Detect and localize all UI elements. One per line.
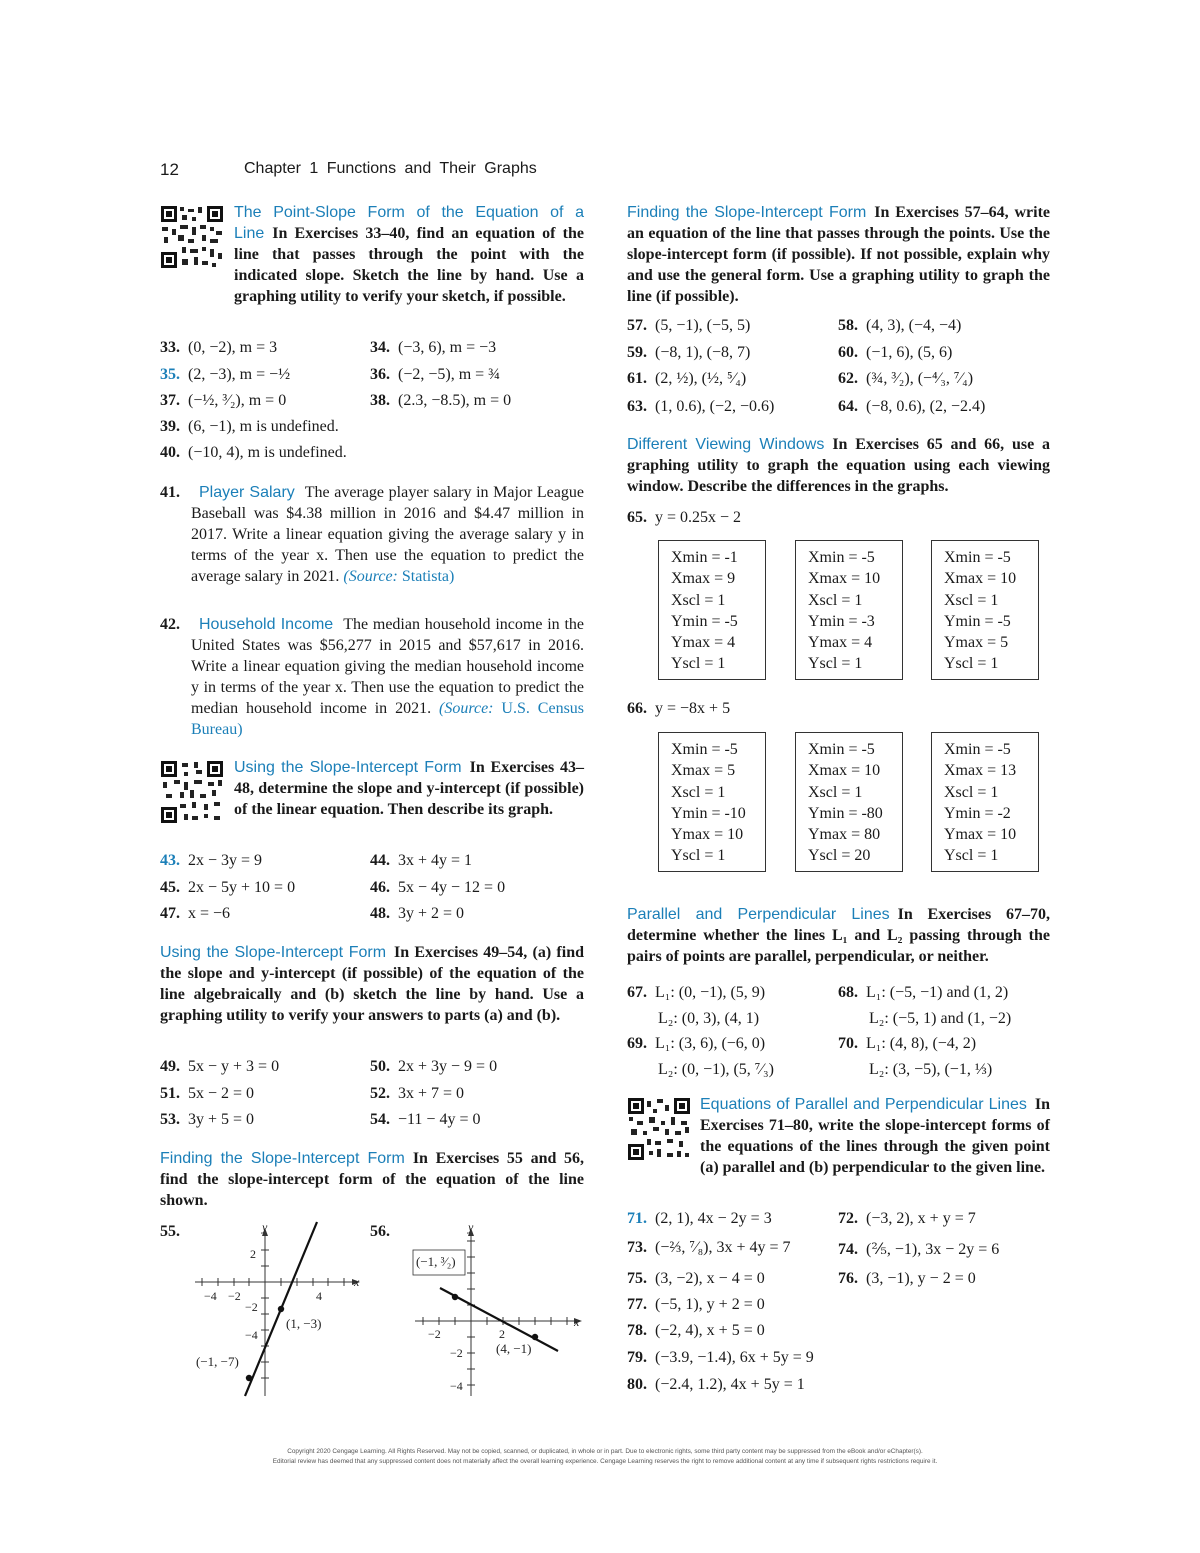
point-marker [532, 1334, 538, 1340]
section-title: Different Viewing Windows [627, 436, 825, 453]
exercise-80: 80. (−2.4, 1.2), 4x + 5y = 1 [627, 1376, 805, 1393]
tick-label: 4 [316, 1289, 322, 1303]
exercise-73: 73. (−⅔, ⁷⁄₈), 3x + 4y = 7 [627, 1239, 791, 1256]
section-title: Equations of Parallel and Perpendicular Lines [700, 1096, 1027, 1113]
section-instructions: In Exercises 65 and 66, use a graphing utility to graph the equation using each viewing window. Describe the differences in the graphs. [627, 436, 1050, 495]
tick-label: −4 [245, 1328, 258, 1342]
exercise-76: 76. (3, −1), y − 2 = 0 [838, 1270, 976, 1287]
axis-label-x: x [574, 1315, 580, 1329]
exercise-40: 40. (−10, 4), m is undefined. [160, 444, 347, 461]
exercise-69: 69. L₁: (3, 6), (−6, 0) L₂: (0, −1), (5, ⁷⁄₃) [627, 1035, 774, 1078]
qr-code-icon[interactable] [160, 205, 224, 269]
axis-label-x: x [354, 1275, 360, 1289]
section-instructions: In Exercises 71–80, write the slope-intercept forms of the equations of the lines through the given point (a) parallel and (b) perpendicular to the given line. [700, 1096, 1050, 1176]
exercise-78: 78. (−2, 4), x + 5 = 0 [627, 1322, 765, 1339]
exercise-50: 50. 2x + 3y − 9 = 0 [370, 1058, 498, 1075]
section-title: Finding the Slope-Intercept Form [160, 1150, 405, 1167]
section-instructions: In Exercises 43–48, determine the slope and y-intercept (if possible) of the linear equation. Then describe its graph. [234, 759, 584, 818]
point-label: (1, −3) [286, 1316, 322, 1331]
section-instructions: In Exercises 55 and 56, find the slope-intercept form of the equation of the line shown. [160, 1150, 585, 1209]
viewing-window: Xmin = -1 Xmax = 9 Xscl = 1 Ymin = -5 Ymax = 4 Yscl = 1 [658, 540, 766, 680]
section-instructions: In Exercises 49–54, (a) find the slope and y-intercept (if possible) of the equation of the line algebraically and (b) sketch the line by hand. Use a graphing utility to verify your answers to parts (a) and (b). [160, 944, 584, 1024]
exercise-62: 62. (¾, ³⁄₂), (−⁴⁄₃, ⁷⁄₄) [838, 370, 974, 387]
section-title: Finding the Slope-Intercept Form [627, 204, 867, 221]
exercise-54: 54. −11 − 4y = 0 [370, 1111, 481, 1128]
point-marker [452, 1294, 458, 1300]
point-marker [246, 1375, 252, 1381]
page-number: 12 [160, 160, 179, 179]
exercise-37: 37. (−½, ³⁄₂), m = 0 [160, 392, 287, 409]
exercise-61: 61. (2, ½), (½, ⁵⁄₄) [627, 370, 747, 387]
section-slope-intercept-49 [160, 942, 584, 1026]
exercise-55-number: 55. [160, 1223, 180, 1240]
tick-label: −2 [428, 1327, 441, 1341]
exercise-72: 72. (−3, 2), x + y = 7 [838, 1210, 976, 1227]
section-finding-55 [160, 1148, 584, 1211]
tick-label: −2 [245, 1300, 258, 1314]
exercise-35: 35. (2, −3), m = −½ [160, 366, 291, 383]
section-slope-intercept-43 [234, 757, 584, 820]
exercise-70: 70. L₁: (4, 8), (−4, 2) L₂: (3, −5), (−1, ⅓) [838, 1035, 993, 1078]
exercise-51: 51. 5x − 2 = 0 [160, 1085, 255, 1102]
tick-label: −2 [450, 1346, 463, 1360]
viewing-window: Xmin = -5 Xmax = 10 Xscl = 1 Ymin = -80 Ymax = 80 Yscl = 20 [795, 732, 903, 872]
viewing-window: Xmin = -5 Xmax = 10 Xscl = 1 Ymin = -3 Ymax = 4 Yscl = 1 [795, 540, 903, 680]
exercise-49: 49. 5x − y + 3 = 0 [160, 1058, 280, 1075]
tick-label: −4 [450, 1379, 463, 1393]
section-parallel-perpendicular [627, 904, 1050, 967]
point-label: (−1, ³⁄₂) [416, 1254, 456, 1269]
exercise-74: 74. (⅖, −1), 3x − 2y = 6 [838, 1241, 1000, 1258]
exercise-title: Household Income [199, 616, 334, 633]
exercise-45: 45. 2x − 5y + 10 = 0 [160, 879, 296, 896]
exercise-59: 59. (−8, 1), (−8, 7) [627, 344, 751, 361]
section-instructions: In Exercises 57–64, write an equation of the line that passes through the points. Use the slope-intercept form (if possible). If not possible, explain why and use the general form. Use a graphing utility to graph the line (if possible). [627, 204, 1051, 305]
viewing-window: Xmin = -5 Xmax = 10 Xscl = 1 Ymin = -5 Ymax = 5 Yscl = 1 [931, 540, 1039, 680]
exercise-53: 53. 3y + 5 = 0 [160, 1111, 255, 1128]
exercise-63: 63. (1, 0.6), (−2, −0.6) [627, 398, 775, 415]
viewing-window: Xmin = -5 Xmax = 13 Xscl = 1 Ymin = -2 Ymax = 10 Yscl = 1 [931, 732, 1039, 872]
exercise-46: 46. 5x − 4y − 12 = 0 [370, 879, 506, 896]
section-title: Parallel and Perpendicular Lines [627, 906, 890, 923]
exercise-38: 38. (2.3, −8.5), m = 0 [370, 392, 512, 409]
exercise-42: 42. Household Income The median household income in the United States was $56,277 in 2015 and $57,617 in 2016. Write a linear equation giving the median household income y in terms of the year x. Then use the equation to predict the median household income in 2021. (Source: U.S. Census Bureau) [160, 616, 585, 738]
exercise-67: 67. L₁: (0, −1), (5, 9) L₂: (0, 3), (4, 1) [627, 984, 766, 1027]
point-label: (4, −1) [496, 1341, 532, 1356]
exercise-60: 60. (−1, 6), (5, 6) [838, 344, 953, 361]
exercise-34: 34. (−3, 6), m = −3 [370, 339, 497, 356]
exercise-65: 65. y = 0.25x − 2 [627, 509, 742, 526]
exercise-39: 39. (6, −1), m is undefined. [160, 418, 339, 435]
section-title: Using the Slope-Intercept Form [160, 944, 387, 961]
exercise-75: 75. (3, −2), x − 4 = 0 [627, 1270, 765, 1287]
exercise-52: 52. 3x + 7 = 0 [370, 1085, 465, 1102]
exercise-33: 33. (0, −2), m = 3 [160, 339, 278, 356]
exercise-66: 66. y = −8x + 5 [627, 700, 731, 717]
tick-label: −4 [204, 1289, 217, 1303]
tick-label: 2 [499, 1327, 505, 1341]
section-viewing-windows [627, 434, 1050, 497]
section-instructions: In Exercises 67–70, determine whether the lines L₁ and L₂ passing through the pairs of points are parallel, perpendicular, or neither. [627, 906, 1050, 965]
viewing-window: Xmin = -5 Xmax = 5 Xscl = 1 Ymin = -10 Ymax = 10 Yscl = 1 [658, 732, 766, 872]
section-finding-57 [627, 202, 1050, 307]
section-point-slope [234, 202, 584, 307]
exercise-68: 68. L₁: (−5, −1) and (1, 2) L₂: (−5, 1) and (1, −2) [838, 984, 1012, 1027]
copyright-line-1: Copyright 2020 Cengage Learning. All Rights Reserved. May not be copied, scanned, or duplicated, in whole or in part. Due to electronic rights, some third party content may be suppressed from the eBook and/or eChapter(s). [287, 1448, 923, 1455]
section-equations-parallel [700, 1094, 1050, 1178]
running-header: Chapter 1 Functions and Their Graphs [244, 160, 537, 177]
exercise-71: 71. (2, 1), 4x − 2y = 3 [627, 1210, 772, 1227]
axis-label-y: y [262, 1220, 268, 1234]
exercise-58: 58. (4, 3), (−4, −4) [838, 317, 962, 334]
exercise-title: Player Salary [199, 484, 295, 501]
section-instructions: In Exercises 33–40, find an equation of the line that passes through the point with the indicated slope. Sketch the line by hand. Use a graphing utility to verify your sketch, if possible. [234, 225, 584, 305]
exercise-56-number: 56. [370, 1223, 390, 1240]
qr-code-icon[interactable] [627, 1097, 691, 1161]
exercise-43: 43. 2x − 3y = 9 [160, 852, 263, 869]
qr-code-icon[interactable] [160, 760, 224, 824]
tick-label: −2 [228, 1289, 241, 1303]
section-title: The Point-Slope Form of the Equation of a Line [234, 204, 584, 242]
graph-56 [410, 1218, 590, 1398]
tick-label: 2 [250, 1247, 256, 1261]
exercise-44: 44. 3x + 4y = 1 [370, 852, 473, 869]
exercise-36: 36. (−2, −5), m = ¾ [370, 366, 501, 383]
exercise-47: 47. x = −6 [160, 905, 231, 922]
exercise-57: 57. (5, −1), (−5, 5) [627, 317, 751, 334]
copyright-line-2: Editorial review has deemed that any suppressed content does not materially affect the overall learning experience. Cengage Learning reserves the right to remove additional content at any time if subsequent rights restrictions require it. [272, 1458, 938, 1465]
graph-55 [190, 1218, 370, 1398]
exercise-79: 79. (−3.9, −1.4), 6x + 5y = 9 [627, 1349, 814, 1366]
point-label: (−1, −7) [196, 1354, 239, 1369]
exercise-64: 64. (−8, 0.6), (2, −2.4) [838, 398, 986, 415]
exercise-48: 48. 3y + 2 = 0 [370, 905, 465, 922]
axis-label-y: y [468, 1220, 474, 1234]
exercise-41: 41. Player Salary The average player salary in Major League Baseball was $4.38 million in 2016 and $4.47 million in 2017. Write a linear equation giving the average salary y in terms of the year x. Then use the equation to predict the average salary in 2021. (Source: Statista) [160, 484, 584, 585]
section-title: Using the Slope-Intercept Form [234, 759, 462, 776]
exercise-77: 77. (−5, 1), y + 2 = 0 [627, 1296, 765, 1313]
point-marker [278, 1306, 284, 1312]
